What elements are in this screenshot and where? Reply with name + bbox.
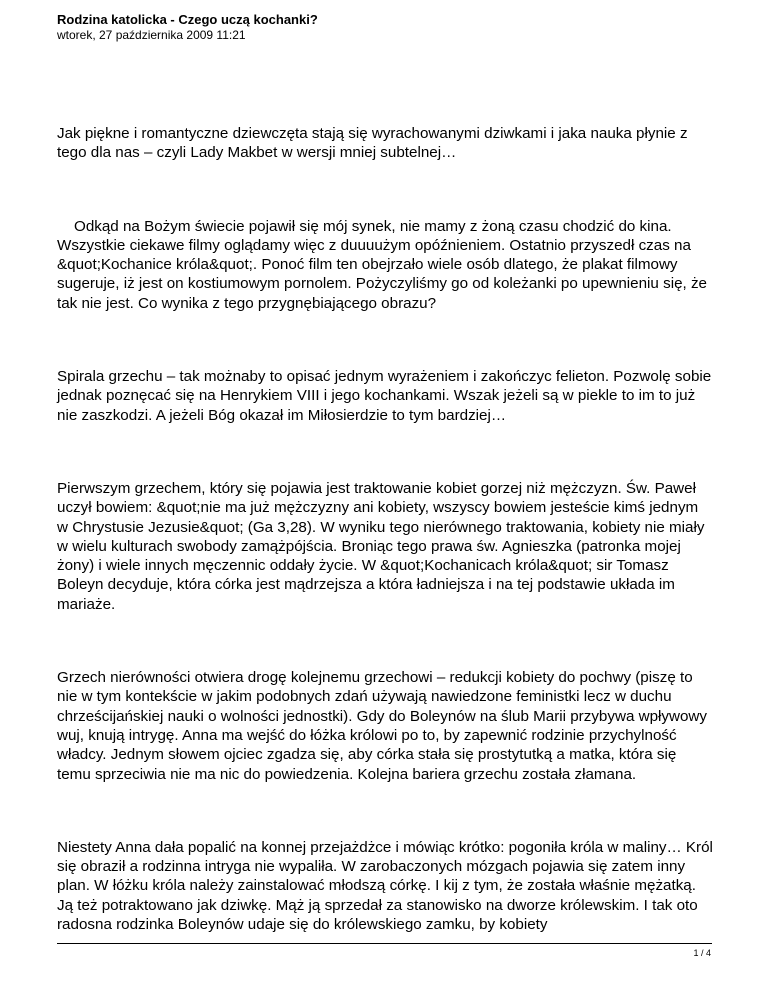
paragraph: Grzech nierówności otwiera drogę kolejnemu grzechowi – redukcji kobiety do pochwy (piszę to nie w tym kontekście w jakim podobnych zdań używają nawiedzone feministki lecz w duchu chrześcijańskiej nauki o wolności jednostki). Gdy do Boleynów na ślub Marii przybywa wpływowy wuj, knują intrygę. Anna ma wejść do łóżka królowi po to, by zapewnić rodzinie przychylność władcy. Jednym słowem ojciec zgadza się, aby córka stała się prostytutką a matka, która się temu sprzeciwia nie ma nic do powiedzenia. Kolejna bariera grzechu została złamana. [57, 669, 707, 783]
paragraph: Pierwszym grzechem, który się pojawia jest traktowanie kobiet gorzej niż mężczyzn. Św. Paweł uczył bowiem: &quot;nie ma już mężczyzny ani kobiety, wszyscy bowiem jesteście kimś jednym w Chrystusie Jezusie&quot; (Ga 3,28). W wyniku tego nierównego traktowania, kobiety nie miały w wielu kulturach swobody zamążpójścia. Broniąc tego prawa św. Agnieszka (patronka mojej żony) i wiele innych męczennic oddały życie. W &quot;Kochanicach króla&quot; sir Tomasz Boleyn decyduje, która córka jest mądrzejsza a która ładniejsza i na tej podstawie układa im mariaże. [57, 479, 705, 613]
article-date: wtorek, 27 października 2009 11:21 [57, 28, 246, 42]
paragraph: Odkąd na Bożym świecie pojawił się mój synek, nie mamy z żoną czasu chodzić do kina. Wszystkie ciekawe filmy oglądamy więc z duuuużym opóźnieniem. Ostatnio przyszedł czas na &quot;Kochanice króla&quot;. Ponoć film ten obejrzało wiele osób dlatego, że plakat filmowy sugeruje, iż jest on kostiumowym pornolem. Pożyczyliśmy go od koleżanki po upewnieniu się, że tak nie jest. Co wynika z tego przygnębiającego obrazu? [57, 217, 707, 312]
article-body [57, 124, 713, 988]
page-number: 1 / 4 [693, 948, 711, 958]
article-title: Rodzina katolicka - Czego uczą kochanki? [57, 12, 318, 27]
paragraph: Spirala grzechu – tak możnaby to opisać jednym wyrażeniem i zakończyc felieton. Pozwolę sobie jednak poznęcać się na Henrykiem VIII i jego kochankami. Wszak jeżeli są w piekle to im to już nie zaszkodzi. A jeżeli Bóg okazał im Miłosierdzie to tym bardziej… [57, 368, 712, 424]
footer-divider [57, 943, 712, 944]
paragraph: Niestety Anna dała popalić na konnej przejażdżce i mówiąc krótko: pogoniła króla w maliny… Król się obraził a rodzinna intryga nie wypaliła. W zarobaczonych mózgach pojawia się zatem inny plan. W łóżku króla należy zainstalować młodszą córkę. I kij z tym, że została właśnie mężatką. Ją też potraktowano jak dziwkę. Mąż ją sprzedał za stanowisko na dworze królewskim. I tak oto radosna rodzinka Boleynów udaje się do królewskiego zamku, by kobiety [57, 838, 713, 934]
document-header [57, 12, 712, 43]
paragraph-intro: Jak piękne i romantyczne dziewczęta stają się wyrachowanymi dziwkami i jaka nauka płynie z tego dla nas – czyli Lady Makbet w wersji mniej subtelnej… [57, 125, 688, 162]
